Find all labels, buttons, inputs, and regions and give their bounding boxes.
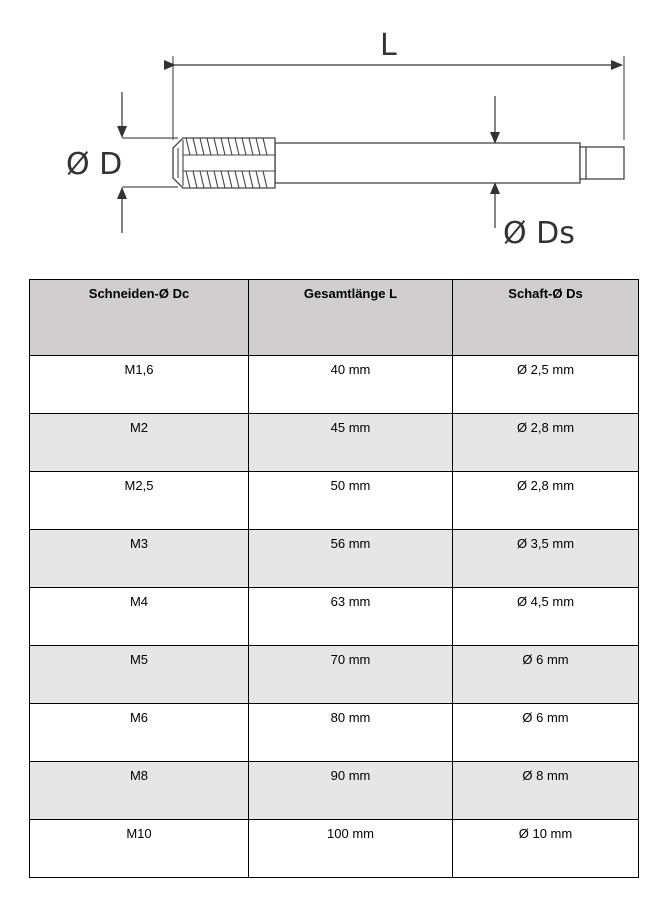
table-header-row — [30, 280, 639, 356]
tap-outline — [173, 138, 624, 188]
cell-length: 56 mm — [249, 530, 453, 588]
table-row — [30, 530, 639, 588]
cell-shank: Ø 2,5 mm — [453, 356, 639, 414]
header-shank-diameter: Schaft-Ø Ds — [453, 280, 639, 356]
cell-length: 45 mm — [249, 414, 453, 472]
cell-shank: Ø 2,8 mm — [453, 414, 639, 472]
cell-length: 80 mm — [249, 704, 453, 762]
cell-size: M8 — [30, 762, 249, 820]
header-total-length: Gesamtlänge L — [249, 280, 453, 356]
table-row — [30, 472, 639, 530]
cell-shank: Ø 10 mm — [453, 820, 639, 878]
table-row — [30, 762, 639, 820]
cell-shank: Ø 3,5 mm — [453, 530, 639, 588]
cell-shank: Ø 8 mm — [453, 762, 639, 820]
table-row — [30, 704, 639, 762]
cell-shank: Ø 6 mm — [453, 646, 639, 704]
cell-length: 100 mm — [249, 820, 453, 878]
cell-length: 70 mm — [249, 646, 453, 704]
header-cutting-diameter: Schneiden-Ø Dc — [30, 280, 249, 356]
cell-length: 63 mm — [249, 588, 453, 646]
cell-size: M2 — [30, 414, 249, 472]
table-row — [30, 414, 639, 472]
dimensions-table — [29, 279, 639, 878]
cell-size: M2,5 — [30, 472, 249, 530]
cell-length: 40 mm — [249, 356, 453, 414]
table-row — [30, 646, 639, 704]
cell-length: 90 mm — [249, 762, 453, 820]
cell-size: M5 — [30, 646, 249, 704]
cell-length: 50 mm — [249, 472, 453, 530]
tap-technical-drawing — [0, 0, 669, 265]
table-row — [30, 820, 639, 878]
cell-size: M3 — [30, 530, 249, 588]
cell-size: M10 — [30, 820, 249, 878]
diameter-label: Ø D — [66, 147, 123, 182]
shank-diameter-label: Ø Ds — [503, 216, 575, 251]
cell-shank: Ø 2,8 mm — [453, 472, 639, 530]
cell-shank: Ø 6 mm — [453, 704, 639, 762]
table-row — [30, 356, 639, 414]
length-label: L — [380, 28, 397, 63]
table-row — [30, 588, 639, 646]
cell-size: M4 — [30, 588, 249, 646]
cell-shank: Ø 4,5 mm — [453, 588, 639, 646]
cell-size: M6 — [30, 704, 249, 762]
cell-size: M1,6 — [30, 356, 249, 414]
